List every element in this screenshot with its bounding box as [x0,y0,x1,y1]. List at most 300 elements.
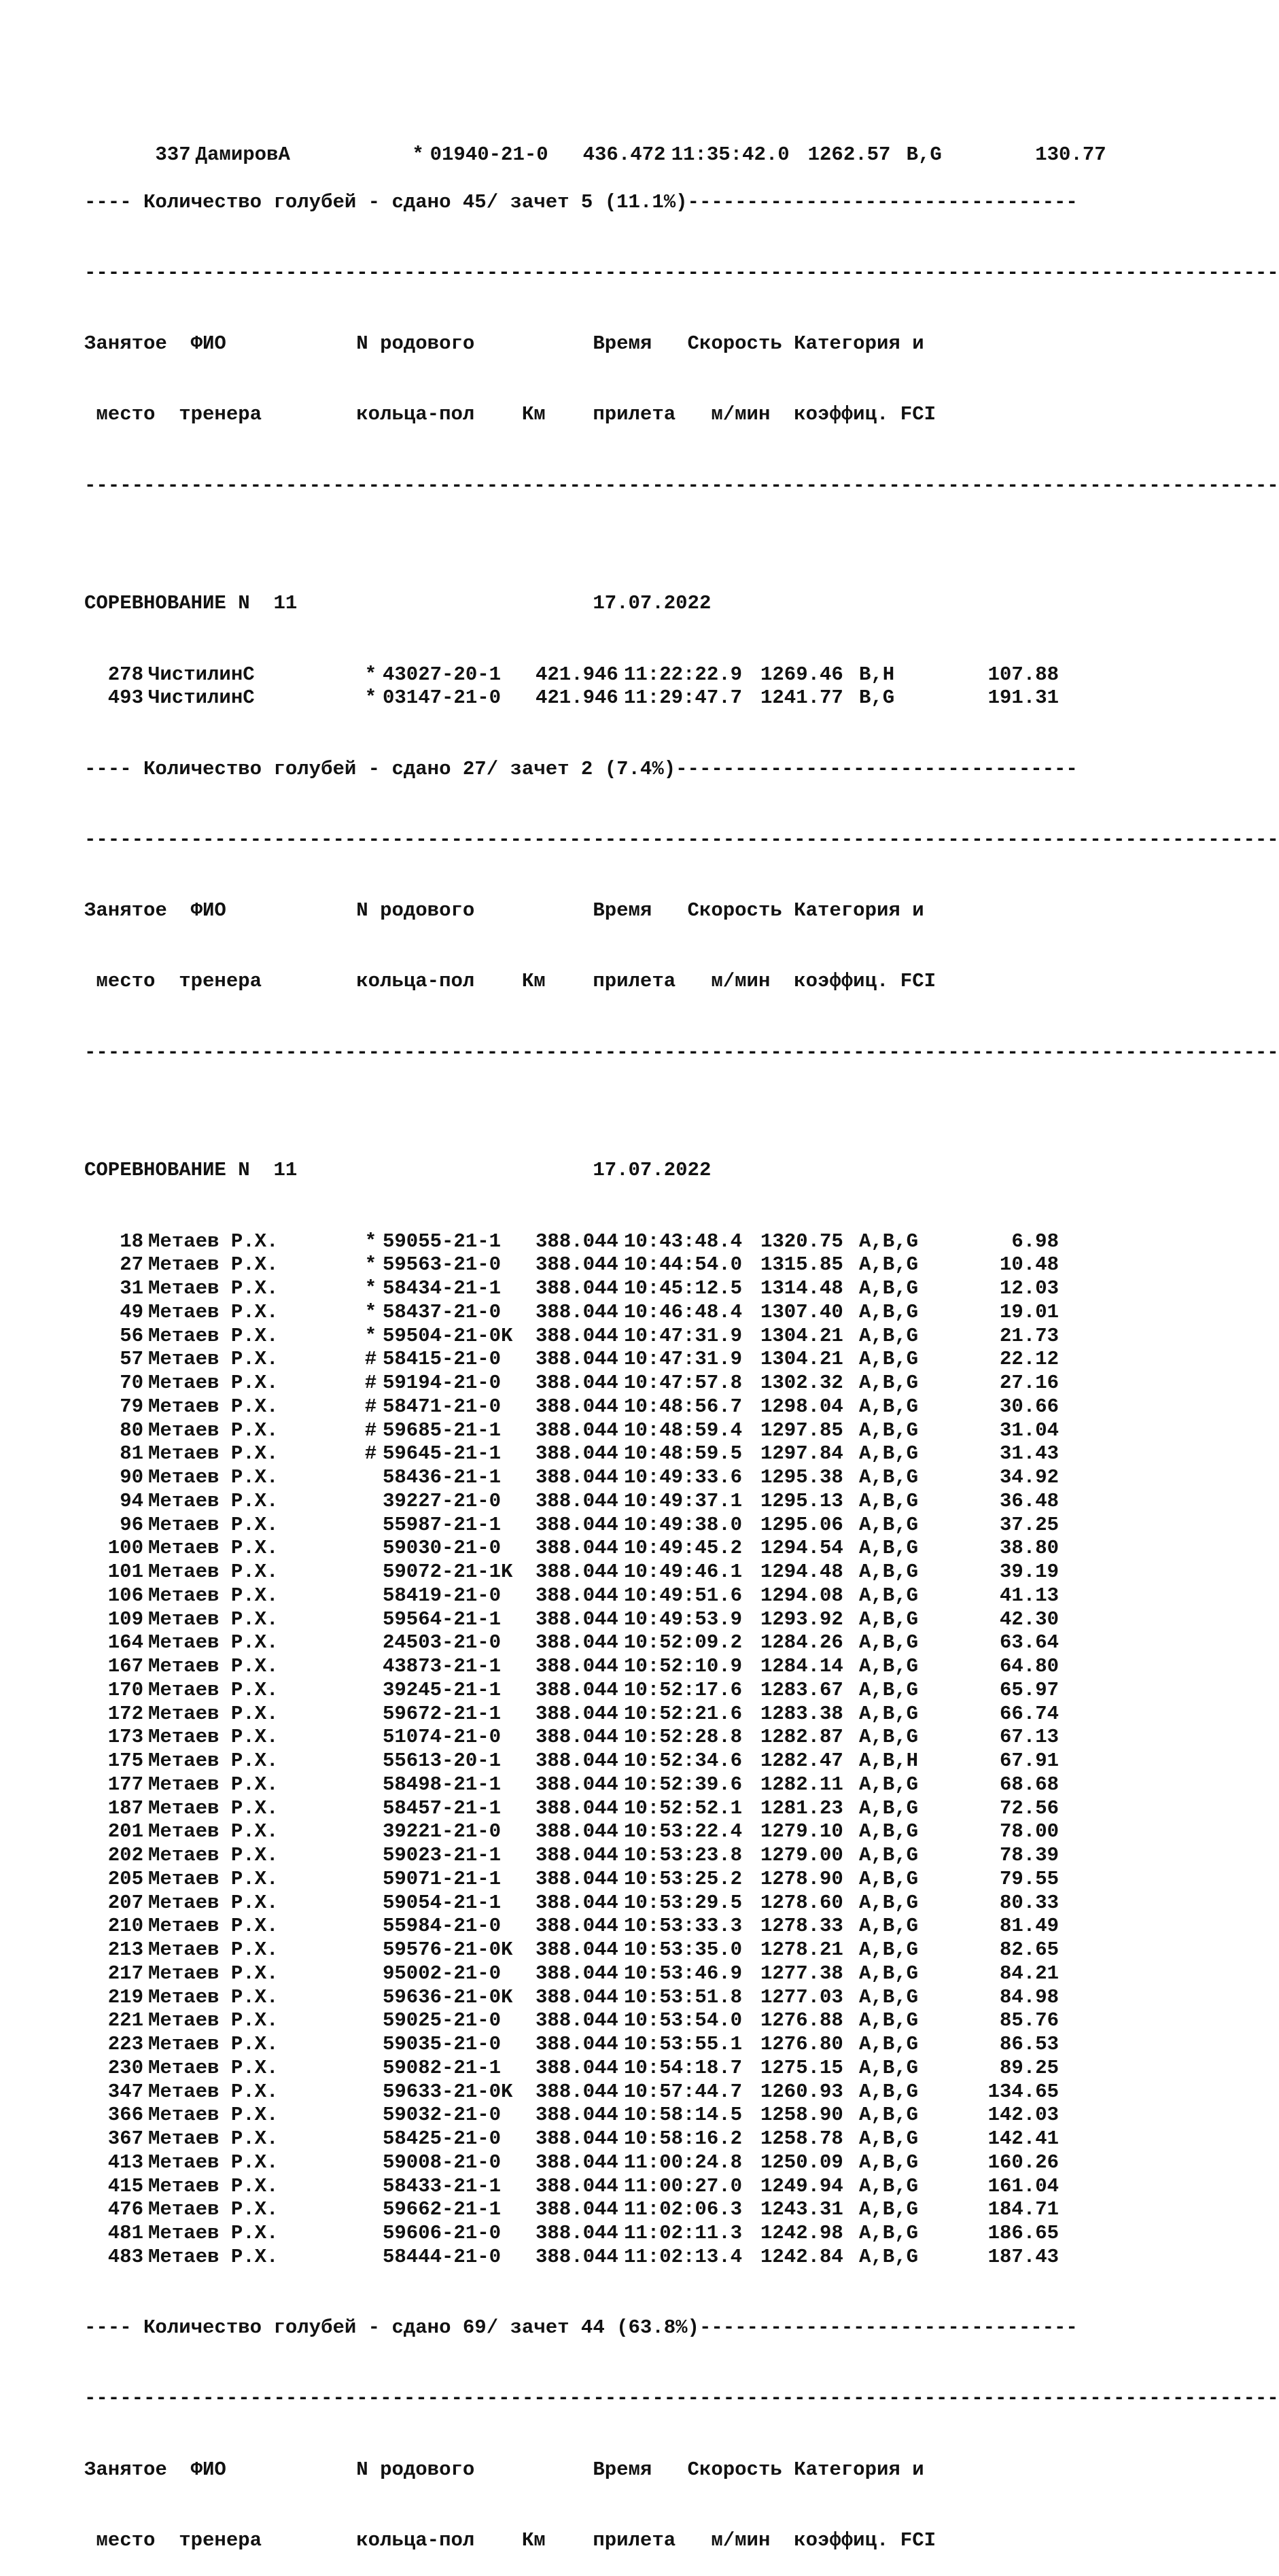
arrival-time: 10:53:51.8 [624,1985,743,2008]
place: 170 [107,1678,143,1701]
table-row [84,1584,1104,1608]
speed: 1314.48 [760,1277,843,1300]
category: A,B,G [859,1300,919,1323]
distance-km: 388.044 [536,1348,618,1371]
arrival-time: 10:49:37.1 [624,1489,743,1512]
table-row [84,1844,1104,1868]
table-row [84,1561,1104,1584]
arrival-time: 10:53:33.3 [624,1915,743,1938]
trainer-name: Метаев Р.Х. [148,1348,279,1371]
ring-number: 59035-21-0 [383,2033,502,2055]
distance-km: 388.044 [536,2009,618,2032]
trainer-name: Метаев Р.Х. [148,2245,279,2268]
table-row [84,1537,1104,1561]
fci-coefficient: 78.39 [999,1844,1059,1866]
place: 476 [107,2198,143,2221]
place: 202 [107,1844,143,1866]
arrival-time: 10:49:38.0 [624,1513,743,1536]
table-row [84,1703,1104,1726]
speed: 1294.08 [760,1584,843,1607]
ring-number: 59071-21-1 [383,1867,502,1890]
distance-km: 388.044 [536,1678,618,1701]
ring-number: 58425-21-0 [383,2127,502,2150]
speed: 1282.11 [760,1773,843,1796]
speed: 1284.14 [760,1655,843,1677]
speed: 1307.40 [760,1300,843,1323]
category: A,B,G [859,1253,919,1276]
arrival-time: 10:49:46.1 [624,1561,743,1583]
distance-km: 388.044 [536,2245,618,2268]
table-row [84,1915,1104,1938]
fci-coefficient: 78.00 [999,1820,1059,1843]
ring-number: 59194-21-0 [383,1372,502,1394]
place: 101 [107,1561,143,1583]
arrival-time: 11:00:24.8 [624,2151,743,2174]
category: A,B,G [859,2174,919,2197]
arrival-time: 10:48:59.5 [624,1442,743,1465]
place: 109 [107,1607,143,1631]
category: A,B,G [859,1985,919,2008]
category: A,B,G [859,1324,919,1347]
table-row [84,1868,1104,1892]
fci-coefficient: 186.65 [987,2222,1059,2244]
speed: 1297.85 [760,1418,843,1442]
column-header-line-2: место тренера кольца-пол Км прилета м/мин коэффиц. FCI [84,2528,936,2552]
speed: 1250.09 [760,2151,843,2174]
distance-km: 388.044 [536,2127,618,2150]
fci-coefficient: 38.80 [999,1537,1059,1560]
trainer-name: Метаев Р.Х. [148,1938,279,1961]
ring-number: 59662-21-1 [383,2198,502,2221]
fci-coefficient: 161.04 [987,2174,1059,2197]
arrival-time: 10:49:53.9 [624,1607,743,1631]
speed: 1282.87 [760,1726,843,1749]
arrival-time: 10:57:44.7 [624,2080,743,2103]
place: 18 [120,1230,143,1253]
arrival-time: 11:02:13.4 [624,2245,743,2268]
ring-number: 58444-21-0 [383,2245,502,2268]
separator-line: ----------------------------------------------------------------------------------------------------- [84,2387,1279,2410]
speed: 1302.32 [760,1372,843,1394]
arrival-time: 10:52:09.2 [624,1631,743,1654]
category: A,B,G [859,1844,919,1866]
place: 167 [107,1655,143,1677]
category: A,B,G [859,1584,919,1607]
category: A,B,G [859,1726,919,1749]
table-row [84,1797,1104,1821]
speed: 1242.98 [760,2222,843,2244]
speed: 1278.60 [760,1891,843,1914]
table-row [84,2151,1104,2175]
arrival-time: 10:53:23.8 [624,1844,743,1866]
category: A,B,G [859,1962,919,1985]
table-row [84,1466,1104,1490]
place: 213 [107,1938,143,1961]
category: A,B,G [859,2245,919,2268]
arrival-time: 10:52:39.6 [624,1773,743,1796]
arrival-time: 10:53:22.4 [624,1820,743,1843]
ring-number: 59025-21-0 [383,2009,502,2032]
category: A,B,G [859,1796,919,1820]
speed: 1269.46 [760,663,843,686]
table-row [84,2081,1104,2104]
arrival-time: 10:44:54.0 [624,1253,743,1276]
ring-number: 59008-21-0 [383,2151,502,2174]
mark: * [364,1300,377,1323]
category: A,B,G [859,1230,919,1253]
place: 413 [107,2151,143,2174]
ring-number: 59563-21-0 [383,1253,502,1276]
ring-number: 39227-21-0 [383,1489,502,1512]
category: A,B,G [859,1867,919,1890]
fci-coefficient: 86.53 [999,2033,1059,2055]
speed: 1283.67 [760,1678,843,1701]
fci-coefficient: 37.25 [999,1513,1059,1536]
place: 177 [107,1773,143,1796]
mark: # [364,1442,377,1465]
table-row [84,2104,1104,2127]
table-row [84,1253,1104,1277]
mark: # [364,1395,377,1418]
distance-km: 388.044 [536,1513,618,1536]
table-row [84,1726,1104,1750]
speed: 1304.21 [760,1348,843,1371]
arrival-time: 10:58:14.5 [624,2104,743,2127]
category: A,B,G [859,1372,919,1394]
distance-km: 388.044 [536,1820,618,1843]
ring-number: 58457-21-1 [383,1796,502,1820]
column-header-line-2: место тренера кольца-пол Км прилета м/мин коэффиц. FCI [84,970,936,993]
speed: 1284.26 [760,1631,843,1654]
arrival-time: 10:53:55.1 [624,2033,743,2055]
fci-coefficient: 27.16 [999,1372,1059,1394]
distance-km: 388.044 [536,1655,618,1677]
trainer-name: ЧистилинС [148,686,255,710]
distance-km: 388.044 [536,1324,618,1347]
distance-km: 388.044 [536,1915,618,1938]
ring-number: 43873-21-1 [383,1655,502,1677]
ring-number: 59055-21-1 [383,1230,502,1253]
table-row [84,2009,1104,2033]
speed: 1242.84 [760,2245,843,2268]
trainer-name: Метаев Р.Х. [148,2033,279,2055]
speed: 1295.13 [760,1489,843,1512]
table-row [84,1773,1104,1797]
place: 106 [107,1584,143,1607]
speed: 1241.77 [760,686,843,710]
mark: * [364,1230,377,1253]
arrival-time: 10:45:12.5 [624,1277,743,1300]
place: 223 [107,2033,143,2055]
mark: # [364,1372,377,1394]
fci-coefficient: 89.25 [999,2056,1059,2079]
place: 219 [107,1985,143,2008]
table-row [84,1372,1104,1395]
distance-km: 388.044 [536,1300,618,1323]
fci-coefficient: 184.71 [987,2198,1059,2221]
table-row [84,1608,1104,1632]
arrival-time: 10:52:28.8 [624,1726,743,1749]
place: 70 [120,1372,143,1394]
ring-number: 59023-21-1 [383,1844,502,1866]
speed: 1276.88 [760,2009,843,2032]
mark: * [364,686,377,710]
speed: 1249.94 [760,2174,843,2197]
trainer-name: ДамировА [195,143,290,166]
distance-km: 388.044 [536,2174,618,2197]
separator-line: ----------------------------------------------------------------------------------------------------- [84,828,1279,851]
trainer-name: Метаев Р.Х. [148,1466,279,1489]
speed: 1279.00 [760,1844,843,1866]
category: B,G [859,686,895,710]
ring-number: 58437-21-0 [383,1300,502,1323]
arrival-time: 10:47:31.9 [624,1324,743,1347]
ring-number: 24503-21-0 [383,1631,502,1654]
fci-coefficient: 191.31 [987,686,1059,710]
distance-km: 388.044 [536,2033,618,2055]
trainer-name: Метаев Р.Х. [148,1230,279,1253]
fci-coefficient: 65.97 [999,1678,1059,1701]
arrival-time: 10:53:46.9 [624,1962,743,1985]
trainer-name: Метаев Р.Х. [148,1418,279,1442]
distance-km: 388.044 [536,1372,618,1394]
category: A,B,G [859,1915,919,1938]
category: A,B,G [859,1489,919,1512]
place: 57 [120,1348,143,1371]
trainer-name: Метаев Р.Х. [148,1324,279,1347]
competition-rows [84,663,1104,711]
separator-line: ----------------------------------------------------------------------------------------------------- [84,474,1279,497]
distance-km: 388.044 [536,1702,618,1725]
table-row [84,1230,1104,1254]
ring-number: 58419-21-0 [383,1584,502,1607]
table-row [84,1325,1104,1348]
ring-number: 58436-21-1 [383,1466,502,1489]
place: 94 [120,1489,143,1512]
place: 79 [120,1395,143,1418]
distance-km: 388.044 [536,1962,618,1985]
competition-title: СОРЕВНОВАНИЕ N 11 17.07.2022 [84,1159,712,1182]
arrival-time: 10:48:59.4 [624,1418,743,1442]
arrival-time: 11:02:11.3 [624,2222,743,2244]
speed: 1315.85 [760,1253,843,1276]
table-row [84,1395,1104,1419]
trainer-name: Метаев Р.Х. [148,1584,279,1607]
mark: * [364,1324,377,1347]
trainer-name: Метаев Р.Х. [148,1395,279,1418]
fci-coefficient: 42.30 [999,1607,1059,1631]
ring-number: 59645-21-1 [383,1442,502,1465]
fci-coefficient: 19.01 [999,1300,1059,1323]
table-row [84,2127,1104,2151]
speed: 1258.90 [760,2104,843,2127]
arrival-time: 10:53:25.2 [624,1867,743,1890]
fci-coefficient: 81.49 [999,1915,1059,1938]
distance-km: 388.044 [536,1442,618,1465]
ring-number: 59672-21-1 [383,1702,502,1725]
ring-number: 59054-21-1 [383,1891,502,1914]
arrival-time: 10:58:16.2 [624,2127,743,2150]
arrival-time: 10:53:29.5 [624,1891,743,1914]
trainer-name: Метаев Р.Х. [148,1372,279,1394]
trainer-name: Метаев Р.Х. [148,2222,279,2244]
distance-km: 388.044 [536,1844,618,1866]
speed: 1298.04 [760,1395,843,1418]
trainer-name: Метаев Р.Х. [148,1750,279,1772]
trainer-name: Метаев Р.Х. [148,2009,279,2032]
place: 187 [107,1796,143,1820]
place: 415 [107,2174,143,2197]
category: A,B,G [859,1537,919,1560]
arrival-time: 11:02:06.3 [624,2198,743,2221]
trainer-name: Метаев Р.Х. [148,1607,279,1631]
speed: 1282.47 [760,1750,843,1772]
trainer-name: Метаев Р.Х. [148,2080,279,2103]
table-row [84,2057,1104,2081]
ring-number: 51074-21-0 [383,1726,502,1749]
category: A,B,H [859,1750,919,1772]
ring-number: 39245-21-1 [383,1678,502,1701]
trainer-name: Метаев Р.Х. [148,1277,279,1300]
category: A,B,G [859,1442,919,1465]
trainer-name: Метаев Р.Х. [148,2174,279,2197]
place: 366 [107,2104,143,2127]
speed: 1276.80 [760,2033,843,2055]
trainer-name: Метаев Р.Х. [148,1702,279,1725]
ring-number: 43027-20-1 [383,663,502,686]
distance-km: 388.044 [536,1418,618,1442]
place: 207 [107,1891,143,1914]
arrival-time: 10:49:33.6 [624,1466,743,1489]
place: 175 [107,1750,143,1772]
category: A,B,G [859,2151,919,2174]
fci-coefficient: 68.68 [999,1773,1059,1796]
table-row [84,1514,1104,1537]
fci-coefficient: 41.13 [999,1584,1059,1607]
ring-number: 55613-20-1 [383,1750,502,1772]
fci-coefficient: 134.65 [987,2080,1059,2103]
trainer-name: Метаев Р.Х. [148,1867,279,1890]
fci-coefficient: 80.33 [999,1891,1059,1914]
category: A,B,G [859,2080,919,2103]
competition-rows [84,1230,1104,2269]
category: A,B,G [859,1773,919,1796]
distance-km: 388.044 [536,1607,618,1631]
place: 173 [107,1726,143,1749]
fci-coefficient: 67.13 [999,1726,1059,1749]
place: 172 [107,1702,143,1725]
category: A,B,G [859,1561,919,1583]
category: A,B,G [859,2056,919,2079]
speed: 1294.54 [760,1537,843,1560]
competition-title: СОРЕВНОВАНИЕ N 11 17.07.2022 [84,592,712,615]
distance-km: 388.044 [536,1253,618,1276]
arrival-time: 10:46:48.4 [624,1300,743,1323]
place: 80 [120,1418,143,1442]
summary-line: ---- Количество голубей - сдано 45/ зачет 5 (11.1%)--------------------------------- [84,190,1078,213]
category: A,B,G [859,1418,919,1442]
table-row [84,1277,1104,1301]
fci-coefficient: 39.19 [999,1561,1059,1583]
distance-km: 388.044 [536,1938,618,1961]
trainer-name: Метаев Р.Х. [148,1655,279,1677]
fci-coefficient: 84.21 [999,1962,1059,1985]
table-row [84,1301,1104,1325]
trainer-name: Метаев Р.Х. [148,1678,279,1701]
distance-km: 388.044 [536,2222,618,2244]
trainer-name: Метаев Р.Х. [148,1844,279,1866]
table-row [84,2175,1104,2199]
ring-number: 58433-21-1 [383,2174,502,2197]
speed: 1297.84 [760,1442,843,1465]
arrival-time: 10:54:18.7 [624,2056,743,2079]
trainer-name: Метаев Р.Х. [148,1773,279,1796]
speed: 1278.90 [760,1867,843,1890]
arrival-time: 11:22:22.9 [624,663,743,686]
fci-coefficient: 67.91 [999,1750,1059,1772]
fci-coefficient: 30.66 [999,1395,1059,1418]
arrival-time: 10:47:57.8 [624,1372,743,1394]
separator-line: ----------------------------------------------------------------------------------------------------- [84,1041,1279,1064]
distance-km: 388.044 [536,1230,618,1253]
distance-km: 388.044 [536,1726,618,1749]
distance-km: 388.044 [536,1773,618,1796]
speed: 1275.15 [760,2056,843,2079]
speed: 1243.31 [760,2198,843,2221]
trainer-name: Метаев Р.Х. [148,1985,279,2008]
place: 217 [107,1962,143,1985]
ring-number: 59636-21-0K [383,1985,513,2008]
ring-number: 59606-21-0 [383,2222,502,2244]
trainer-name: Метаев Р.Х. [148,2151,279,2174]
fci-coefficient: 72.56 [999,1796,1059,1820]
place: 221 [107,2009,143,2032]
summary-line: ---- Количество голубей - сдано 27/ зачет 2 (7.4%)---------------------------------- [84,757,1078,780]
summary-line: ---- Количество голубей - сдано 69/ зачет 44 (63.8%)-------------------------------- [84,2316,1078,2339]
trainer-name: Метаев Р.Х. [148,1537,279,1560]
distance-km: 388.044 [536,2056,618,2079]
table-row [84,686,1104,710]
fci-coefficient: 142.41 [987,2127,1059,2150]
speed: 1262.57 [807,143,891,166]
category: A,B,G [859,1277,919,1300]
category: A,B,G [859,2104,919,2127]
place: 493 [107,686,143,710]
place: 230 [107,2056,143,2079]
trainer-name: Метаев Р.Х. [148,2104,279,2127]
arrival-time: 11:00:27.0 [624,2174,743,2197]
mark: # [364,1348,377,1371]
speed: 1295.06 [760,1513,843,1536]
place: 481 [107,2222,143,2244]
fci-coefficient: 85.76 [999,2009,1059,2032]
speed: 1278.33 [760,1915,843,1938]
fci-coefficient: 107.88 [987,663,1059,686]
arrival-time: 10:52:34.6 [624,1750,743,1772]
results-document [84,49,1279,2576]
category: A,B,G [859,1395,919,1418]
table-row [84,120,1106,166]
table-row [84,1419,1104,1443]
fci-coefficient: 84.98 [999,1985,1059,2008]
distance-km: 388.044 [536,1537,618,1560]
distance-km: 421.946 [536,663,618,686]
place: 31 [120,1277,143,1300]
table-row [84,1442,1104,1466]
trainer-name: Метаев Р.Х. [148,2056,279,2079]
ring-number: 55984-21-0 [383,1915,502,1938]
ring-number: 59504-21-0K [383,1324,513,1347]
